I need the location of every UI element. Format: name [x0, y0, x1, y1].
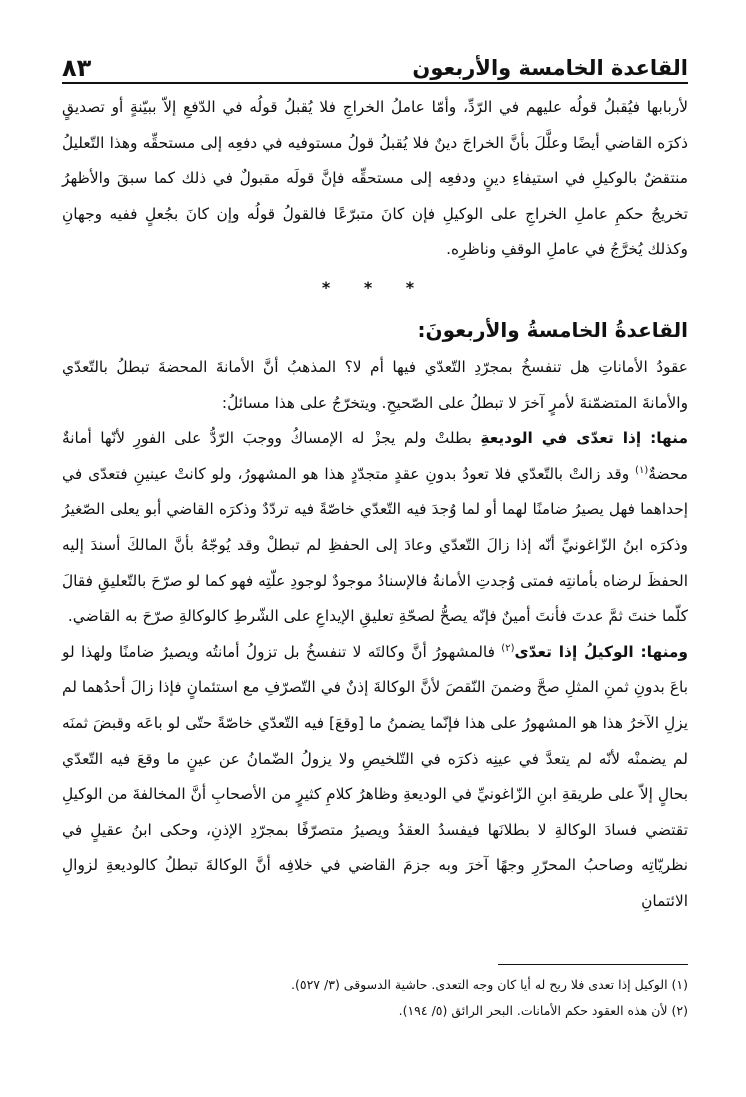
section-intro-paragraph: عقودُ الأماناتِ هل تنفسخُ بمجرّدِ التّعدّي فيها أم لا؟ المذهبُ أنَّ الأمانةَ المحضةَ تبطلُ بالتّعدّي والأمانةَ المتضمّنةَ لأمرٍ آخرَ لا تبطلُ على الصّحيحِ. ويتخرّجُ على هذا مسائلُ: — [62, 357, 688, 412]
footnote-2: (٢) لأن هذه العقود حكم الأمانات. البحر الرائق (٥/ ١٩٤). — [398, 1003, 688, 1018]
issue-deposit-lead: منها: إذا تعدّى في الوديعةِ — [480, 429, 688, 448]
issue-agent-text: فالمشهورُ أنَّ وكالتَه لا تنفسخُ بل تزولُ أمانتُه ويصيرُ ضامنًا ولهذا لو باعَ بدونِ ثمنِ المثلِ صحَّ وضمنَ النّقصَ لأنَّ الوكالةَ إذنٌ في التّصرّفِ مع استئمانٍ فإذا زالَ أحدُهما لم يزلِ الآخرُ هذا هو المشهورُ على هذا فإنّما يضمنُ ما [وقعَ] فيه التّعدّي خاصّةً حتّى لو باعَه وقبضَ ثمنَه لم يضمنْه لأنّه لم يتعدَّ في عينِه ذكرَه في التّلخيصِ ولا يزولُ الضّمانُ عن عينٍ ما وقعَ فيه التّعدّي بحالٍ إلاّ على طريقةِ ابنِ الزّاغونيِّ في الوديعةِ وظاهرُ كلامِ كثيرٍ من الأصحابِ أنَّ المخالفةَ من الوكيلِ تقتضي فسادَ الوكالةِ لا بطلانَها فيفسدُ العقدُ ويصيرُ متصرّفًا بمجرّدِ الإذنِ، وحكى ابنُ عقيلٍ في نظريّاتِه وصاحبُ المحرّرِ وجهًا آخرَ وبه جزمَ القاضي في خلافِه أنَّ الوكالةَ تبطلُ كالوديعةِ لزوالِ الائتمانِ — [62, 642, 688, 910]
footnote-ref-2: (٢) — [501, 642, 515, 654]
issue-agent-lead: ومنها: الوكيلُ إذا تعدّى — [514, 642, 688, 661]
opening-paragraph: لأربابها فيُقبلُ قولُه عليهم في الرّدِّ، وأمّا عاملُ الخراجِ فلا يُقبلُ قولُه في الدّفعِ إلاّ ببيّنةٍ أو تصديقٍ ذكرَه القاضي أيضًا وعلَّلَ بأنَّ الخراجَ دينٌ فلا يُقبلُ قولُ مستوفيه في دفعِه إلى مستحقِّه وهذا التّعليلُ منتقضٌ بالوكيلِ في استيفاءِ دينٍ ودفعِه إلى مستحقِّه فإنَّ قولَه مقبولٌ في ذلك كما سبقَ والأظهرُ تخريجُ حكمِ عاملِ الخراجِ على الوكيلِ فإن كانَ متبرّعًا فالقولُ قولُه وإن كانَ بجُعلٍ ففيه وجهانِ وكذلك يُخرَّجُ في عاملِ الوقفِ وناظرِه. — [62, 98, 688, 259]
issue-deposit-rest: وقد زالتْ بالتّعدّي فلا تعودُ بدونِ عقدٍ متجدّدٍ هذا هو المشهورُ، ولو كانتْ عينينِ فتعدّى في إحداهما فهل يصيرُ ضامنًا لهما أو لما وُجدَ فيه التّعدّي خاصّةً فيه تردّدٌ وذكرَه القاضي أبو يعلى الصّغيرُ وذكرَه ابنُ الزّاغونيِّ أنّه إذا زالَ التّعدّي وعادَ إلى الحفظِ لم تبطلْ وقد يُوجّهُ بأنَّ المالكَ أسندَ إليه الحفظَ لرضاه بأمانتِه فمتى وُجدتِ الأمانةُ فالإسنادُ موجودٌ لوجودِ علّتِه فهو كما لو صرّحَ بالتّعليقِ فقالَ كلّما خنتَ ثمَّ عدتَ فأنتَ أمينٌ فإنّه يصحُّ لصحّةِ تعليقِ الإيداعِ على الشّرطِ كالوكالةِ صرّحَ به القاضي. — [62, 464, 688, 626]
running-header — [62, 36, 688, 80]
footnote-ref-1: (١) — [635, 464, 649, 476]
page-number: ٨٣ — [62, 54, 92, 82]
running-header-title: القاعدة الخامسة والأربعون — [412, 56, 688, 80]
section-separator: * * * — [321, 277, 429, 297]
issue-agent-paragraph — [62, 635, 688, 920]
issue-deposit-text: بطلتْ ولم يجزْ له الإمساكُ ووجبَ الرّدُّ على الفورِ لأنّها أمانةٌ محضةٌ — [62, 429, 688, 483]
issue-deposit-paragraph — [62, 421, 688, 635]
footnotes — [62, 972, 688, 1024]
section-heading: القاعدةُ الخامسةُ والأربعونَ: — [417, 317, 688, 342]
main-text — [62, 90, 688, 919]
footnote-divider — [498, 964, 688, 965]
header-divider — [62, 82, 688, 84]
footnote-1: (١) الوكيل إذا تعدى فلا ربح له أيا كان وجه التعدى. حاشية الدسوقى (٣/ ٥٢٧). — [291, 977, 688, 992]
